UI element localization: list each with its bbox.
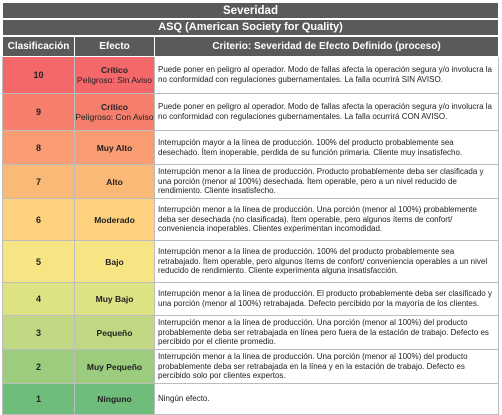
severity-table-container: [2, 2, 499, 415]
criteria-cell: Interrupción menor a la línea de producción. 100% del producto probablemente sea retrabajado. Ítem operable, pero algunos ítems de confort/ conveniencia operables a un nivel reducido de rendimiento. Cliente experimenta alguna insatisfacción.: [155, 241, 499, 283]
effect-name: Crítico: [101, 102, 128, 112]
effect-cell: [75, 316, 155, 350]
criteria-cell: Puede poner en peligro al operador. Modo de fallas afecta la operación segura y/o involucra la no conformidad con regulaciones gubernamentales. La falla ocurrirá SIN AVISO.: [155, 57, 499, 94]
effect-name: Ninguno: [97, 394, 132, 404]
effect-cell: [75, 57, 155, 94]
table-row: [3, 94, 499, 131]
effect-cell: [75, 350, 155, 384]
table-row: [3, 316, 499, 350]
rank-cell: 7: [3, 165, 75, 199]
table-body: [3, 57, 499, 415]
header-row: [3, 37, 499, 57]
effect-name: Muy Alto: [96, 142, 133, 153]
table-row: [3, 384, 499, 415]
effect-cell: [75, 384, 155, 415]
criteria-cell: Interrupción menor a la línea de producción. Una porción (menor al 100%) del producto probablemente deba ser retrabajada en línea pero fuera de la estación de trabajo. Defecto es percibido por el cliente promedio.: [155, 316, 499, 350]
rank-cell: 6: [3, 199, 75, 241]
effect-name: Moderado: [94, 214, 135, 225]
effect-name: Muy Pequeño: [86, 361, 143, 372]
effect-cell: [75, 94, 155, 131]
criteria-cell: Interrupción menor a la línea de producción. Una porción (menor al 100%) del producto probablemente deba ser retrabajada en la línea y en la estación de trabajo. Defecto es percibido solo por clientes expertos.: [155, 350, 499, 384]
effect-cell: [75, 199, 155, 241]
criteria-cell: Interrupción menor a la línea de producción. Una porción (menor al 100%) probablemente deba ser desechada (no clasificada). Ítem operable, pero algunos ítems de confort/ conveniencia inoperables. Clientes experimentan incomodidad.: [155, 199, 499, 241]
effect-cell: [75, 131, 155, 165]
rank-cell: 4: [3, 283, 75, 316]
table-title: Severidad: [2, 2, 499, 19]
rank-cell: 9: [3, 94, 75, 131]
header-effect: Efecto: [75, 37, 155, 57]
table-row: [3, 57, 499, 94]
effect-subtitle: Peligroso: Con Aviso: [75, 112, 154, 122]
criteria-cell: Interrupción mayor a la línea de producción. 100% del producto probablemente sea desechado. Ítem inoperable, perdida de su función primaria. Cliente muy insatisfecho.: [155, 131, 499, 165]
effect-name: Bajo: [105, 256, 124, 267]
effect-subtitle: Peligroso: Sin Aviso: [77, 75, 152, 85]
rank-cell: 5: [3, 241, 75, 283]
criteria-cell: Interrupción menor a la línea de producción. Producto probablemente deba ser clasificada y una porción (menor al 100%) desechada. Ítem operable, pero a un nivel reducido de rendimiento. Cliente insatisfecho.: [155, 165, 499, 199]
table-row: [3, 241, 499, 283]
effect-name: Pequeño: [96, 327, 133, 338]
header-criteria: Criterio: Severidad de Efecto Definido (proceso): [155, 37, 499, 57]
rank-cell: 3: [3, 316, 75, 350]
effect-cell: [75, 241, 155, 283]
table-row: [3, 199, 499, 241]
table-row: [3, 350, 499, 384]
criteria-cell: Puede poner en peligro al operador. Modo de fallas afecta la operación segura y/o involucra la no conformidad con regulaciones gubernamentales. La falla ocurrirá CON AVISO.: [155, 94, 499, 131]
table-row: [3, 165, 499, 199]
table-row: [3, 131, 499, 165]
effect-name: Muy Bajo: [95, 294, 134, 304]
rank-cell: 10: [3, 57, 75, 94]
severity-table: [2, 36, 499, 415]
header-classification: Clasificación: [3, 37, 75, 57]
rank-cell: 8: [3, 131, 75, 165]
rank-cell: 2: [3, 350, 75, 384]
criteria-cell: Interrupción menor a la línea de producción. El producto probablemente deba ser clasificado y una porción (menor al 100%) retrabajada. Defecto percibido por la mayoría de los clientes.: [155, 283, 499, 316]
effect-name: Crítico: [101, 65, 128, 75]
table-subtitle: ASQ (American Society for Quality): [2, 19, 499, 36]
effect-cell: [75, 165, 155, 199]
effect-cell: [75, 283, 155, 316]
rank-cell: 1: [3, 384, 75, 415]
effect-name: Alto: [106, 176, 123, 187]
criteria-cell: Ningún efecto.: [155, 384, 499, 415]
table-row: [3, 283, 499, 316]
